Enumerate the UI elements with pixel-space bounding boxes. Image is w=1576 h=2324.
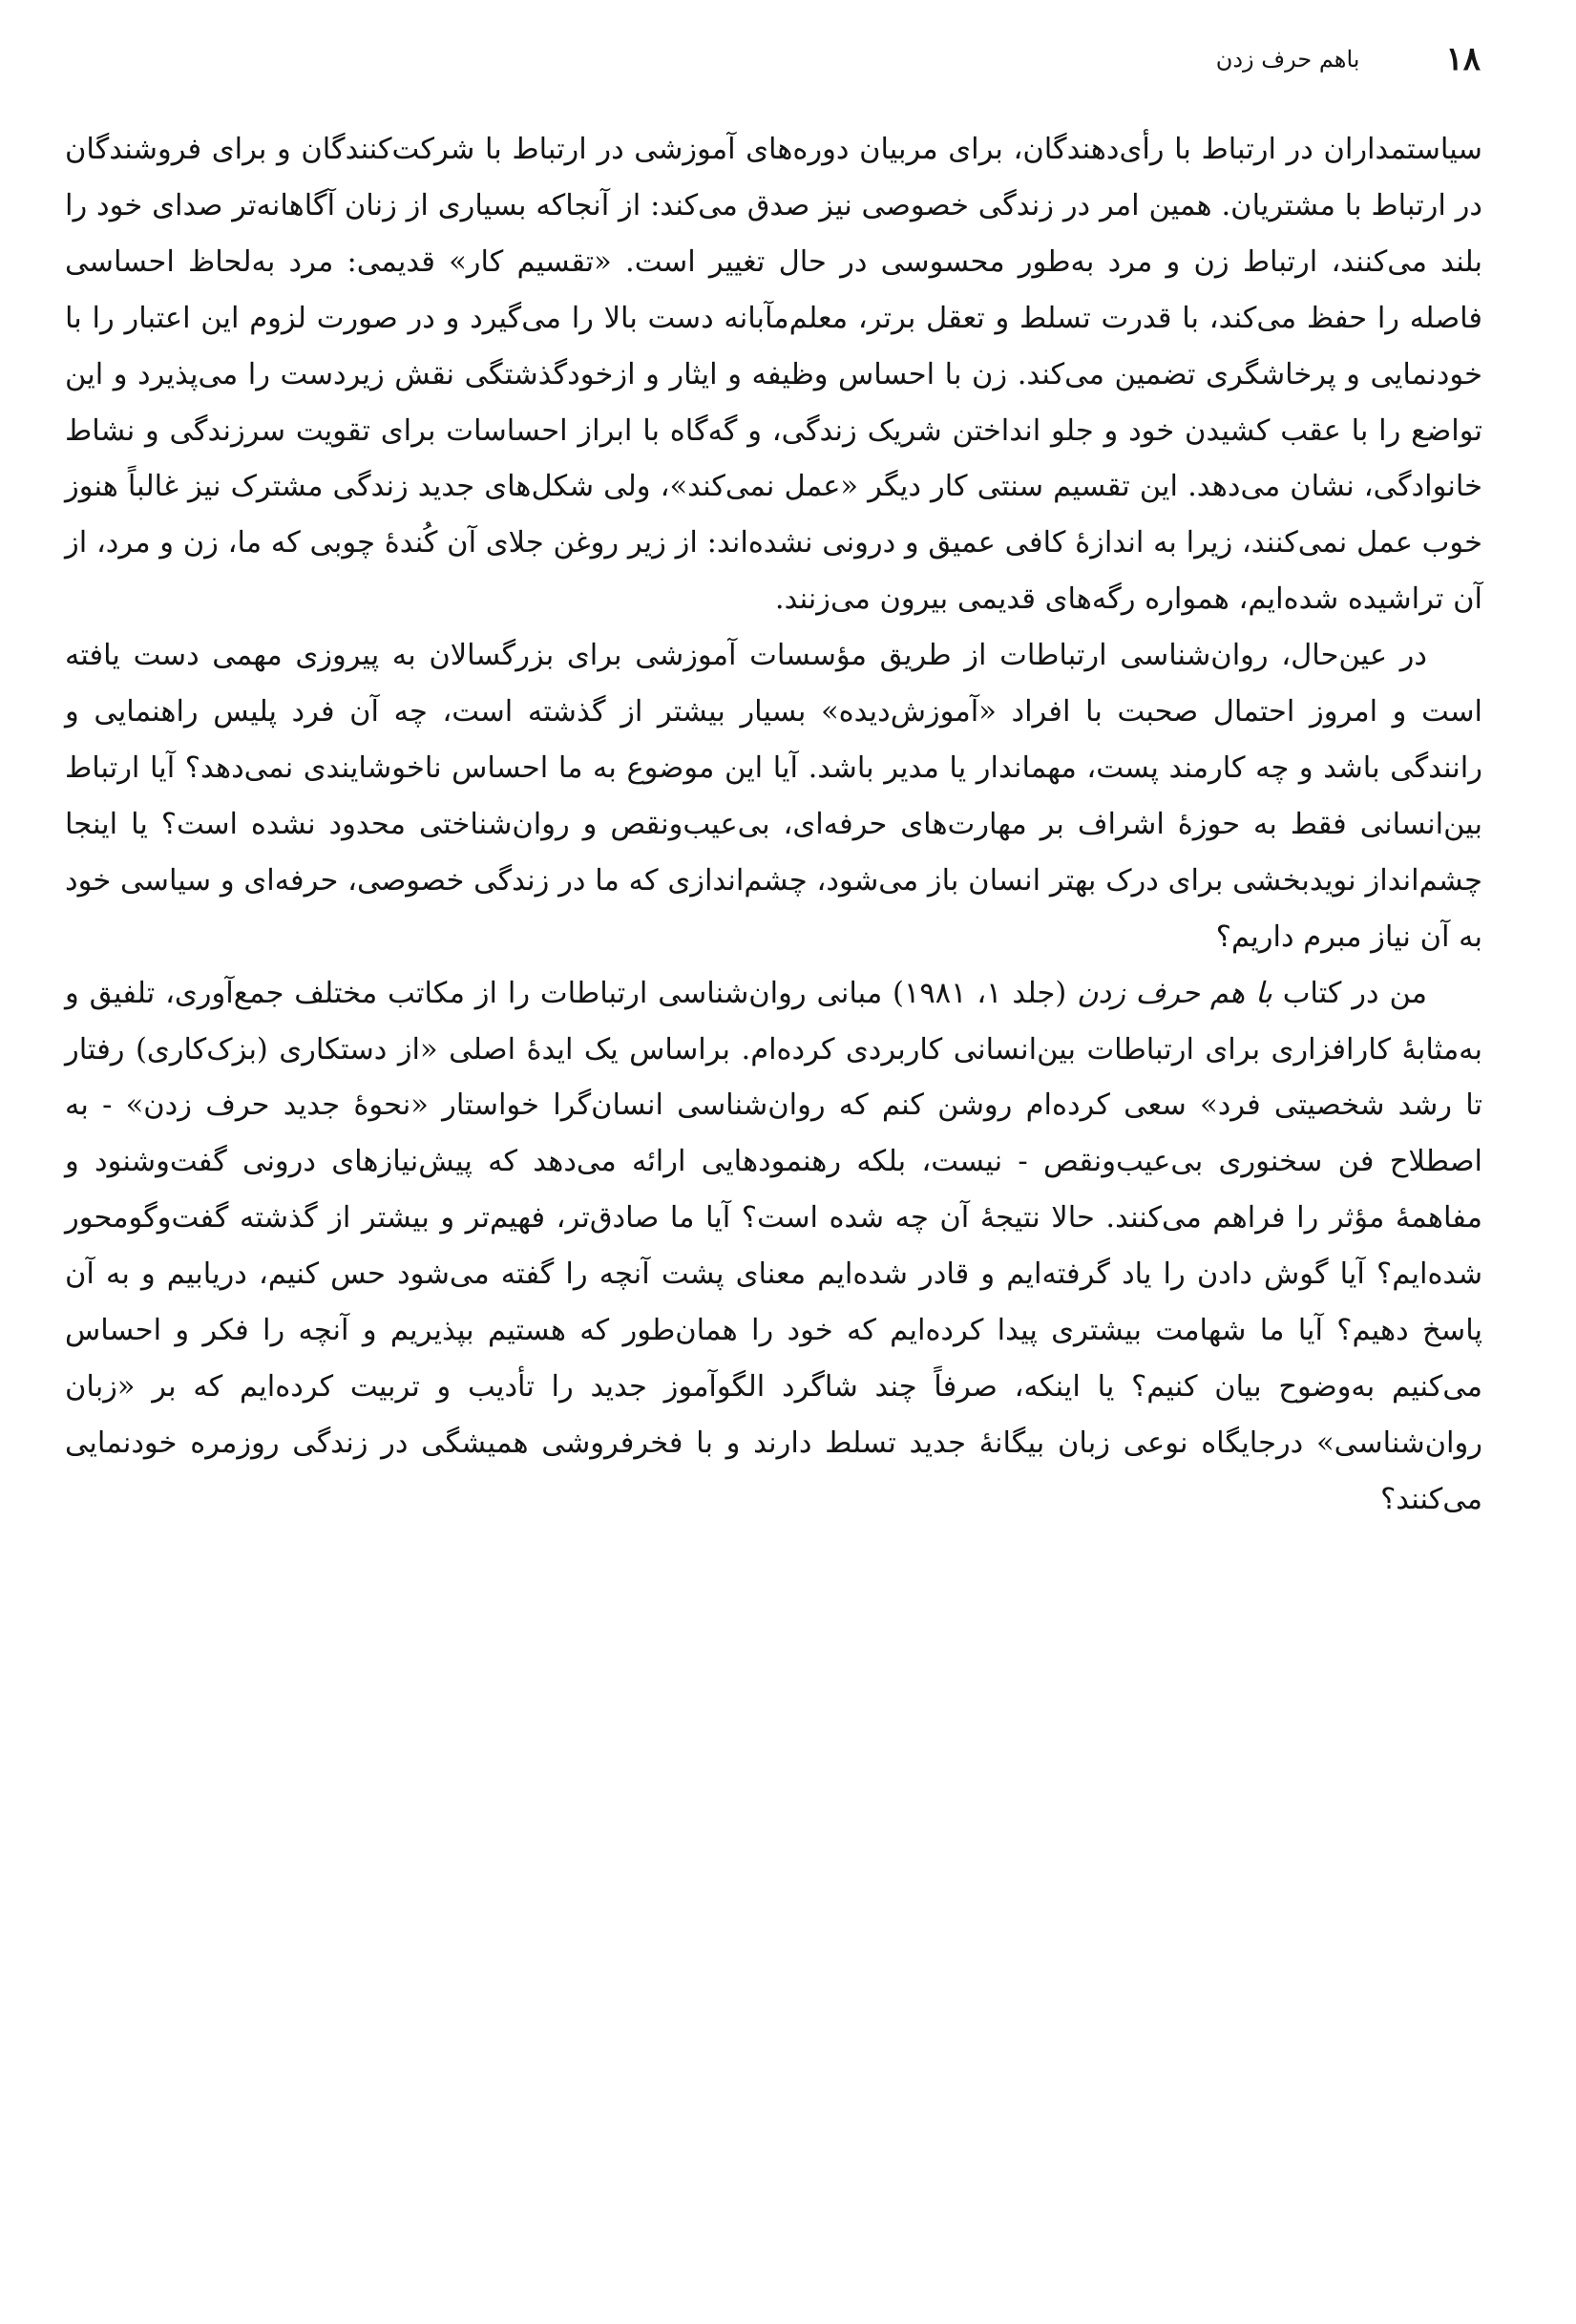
- paragraph-3-lead: من در کتاب: [1271, 976, 1428, 1010]
- body-text: [65, 122, 1482, 1529]
- paragraph-3: [65, 966, 1482, 1529]
- page-number: ۱۸: [1445, 40, 1481, 78]
- running-title: باهم حرف زدن: [1215, 46, 1360, 73]
- paragraph-3-rest: (جلد ۱، ۱۹۸۱) مبانی روان‌شناسی ارتباطات را از مکاتب مختلف جمع‌آوری، تلفیق و به‌مثابهٔ کارافزاری برای ارتباطات بین‌انسانی کاربردی کرده‌ام. براساس یک ایدهٔ اصلی «از دستکاری (بزک‌کاری) رفتار تا رشد شخصیتی فرد» سعی کرده‌ام روشن کنم که روان‌شناسی انسان‌گرا خواستار «نحوهٔ جدید حرف زدن» - به اصطلاح فن سخنوری بی‌عیب‌ونقص - نیست، بلکه رهنمودهایی ارائه می‌دهد که پیش‌نیازهای درونی گفت‌وشنود و مفاهمهٔ مؤثر را فراهم می‌کنند. حالا نتیجهٔ آن چه شده است؟ آیا ما صادق‌تر، فهیم‌تر و بیشتر از گذشته گفت‌وگومحور شده‌ایم؟ آیا گوش دادن را یاد گرفته‌ایم و قادر شده‌ایم معنای پشت آنچه را گفته می‌شود حس کنیم، دریابیم و به آن پاسخ دهیم؟ آیا ما شهامت بیشتری پیدا کرده‌ایم که خود را همان‌طور که هستیم بپذیریم و آنچه را فکر و احساس می‌کنیم به‌وضوح بیان کنیم؟ یا اینکه، صرفاً چند شاگرد الگوآموز جدید را تأدیب و تربیت کرده‌ایم که بر «زبان روان‌شناسی» درجایگاه نوعی زبان بیگانهٔ جدید تسلط دارند و با فخرفروشی همیشگی در زندگی روزمره خودنمایی می‌کنند؟: [65, 976, 1482, 1516]
- paragraph-1: سیاستمداران در ارتباط با رأی‌دهندگان، برای مربیان دوره‌های آموزشی در ارتباط با شرکت‌کنندگان و برای فروشندگان در ارتباط با مشتریان. همین امر در زندگی خصوصی نیز صدق می‌کند: از آنجاکه بسیاری از زنان آگاهانه‌تر صدای خود را بلند می‌کنند، ارتباط زن و مرد به‌طور محسوسی در حال تغییر است. «تقسیم کار» قدیمی: مرد به‌لحاظ احساسی فاصله را حفظ می‌کند، با قدرت تسلط و تعقل برتر، معلم‌مآبانه دست بالا را می‌گیرد و در صورت لزوم این اعتبار را با خودنمایی و پرخاشگری تضمین می‌کند. زن با احساس وظیفه و ایثار و ازخودگذشتگی نقش زیردست را می‌پذیرد و این تواضع را با عقب کشیدن خود و جلو انداختن شریک زندگی، و گه‌گاه با ابراز احساسات برای تقویت سرزندگی و نشاط خانوادگی، نشان می‌دهد. این تقسیم سنتی کار دیگر «عمل نمی‌کند»، ولی شکل‌های جدید زندگی مشترک نیز غالباً هنوز خوب عمل نمی‌کنند، زیرا به اندازهٔ کافی عمیق و درونی نشده‌اند: از زیر روغن جلای آن کُندهٔ چوبی که ما، زن و مرد، از آن تراشیده شده‌ایم، همواره رگه‌های قدیمی بیرون می‌زنند.: [65, 133, 1482, 617]
- book-title: با هم حرف زدن: [1077, 976, 1272, 1010]
- paragraph-2: در عین‌حال، روان‌شناسی ارتباطات از طریق مؤسسات آموزشی برای بزرگسالان به پیروزی مهمی دست یافته است و امروز احتمال صحبت با افراد «آموزش‌دیده» بسیار بیشتر از گذشته است، چه آن فرد پلیس راهنمایی و رانندگی باشد و چه کارمند پست، مهماندار یا مدیر باشد. آیا این موضوع به ما احساس ناخوشایندی نمی‌دهد؟ آیا ارتباط بین‌انسانی فقط به حوزهٔ اشراف بر مهارت‌های حرفه‌ای، بی‌عیب‌ونقص و روان‌شناختی محدود نشده است؟ یا اینجا چشم‌انداز نویدبخشی برای درک بهتر انسان باز می‌شود، چشم‌اندازی که ما در زندگی خصوصی، حرفه‌ای و سیاسی خود به آن نیاز مبرم داریم؟: [65, 639, 1482, 954]
- page-header: [105, 31, 1481, 88]
